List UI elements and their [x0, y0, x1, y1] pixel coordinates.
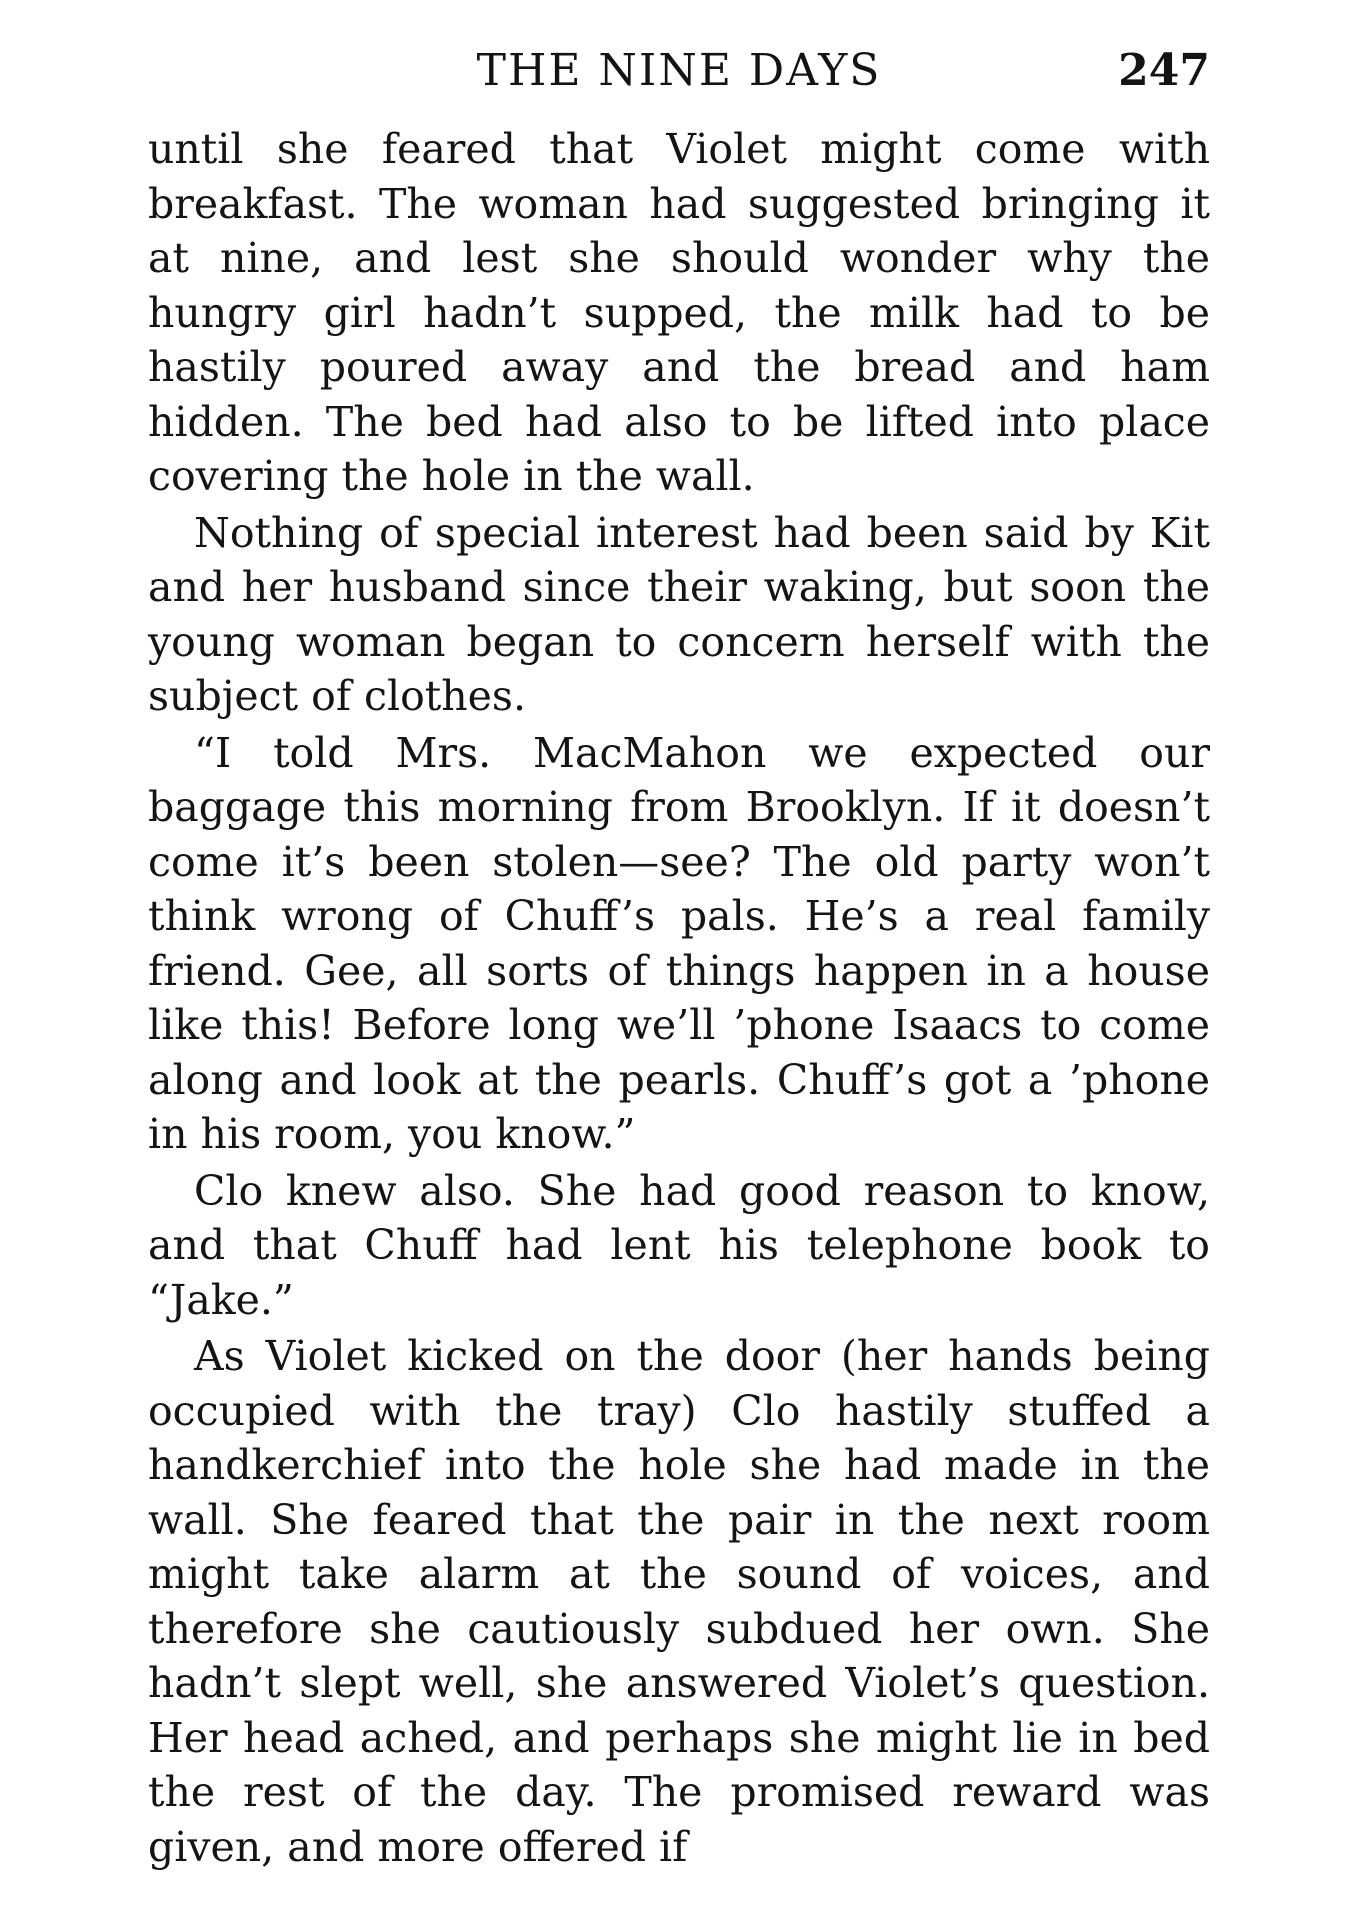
body-text — [148, 122, 1210, 1874]
paragraph: Clo knew also. She had good reason to know, and that Chuff had lent his telephone book to “Jake.” — [148, 1166, 1210, 1324]
running-title: THE NINE DAYS — [476, 45, 882, 96]
page-number: 247 — [1118, 45, 1210, 96]
paragraph: As Violet kicked on the door (her hands being occupied with the tray) Clo hastily stuffed a handkerchief into the hole she had made in the wall. She feared that the pair in the next room might take alarm at the sound of voices, and therefore she cautiously subdued her own. She hadn’t slept well, she answered Violet’s question. Her head ached, and perhaps she might lie in bed the rest of the day. The promised reward was given, and more offered if — [148, 1332, 1210, 1871]
paragraph: Nothing of special interest had been said by Kit and her husband since their waking, but soon the young woman began to concern herself with the subject of clothes. — [148, 508, 1210, 720]
paragraph: “I told Mrs. MacMahon we expected our baggage this morning from Brooklyn. If it doesn’t come it’s been stolen—see? The old party won’t think wrong of Chuff’s pals. He’s a real family friend. Gee, all sorts of things happen in a house like this! Before long we’ll ’phone Isaacs to come along and look at the pearls. Chuff’s got a ’phone in his room, you know.” — [148, 728, 1210, 1158]
page-header — [148, 40, 1210, 102]
paragraph-continued: until she feared that Violet might come with breakfast. The woman had suggested bringing it at nine, and lest she should wonder why the hungry girl hadn’t supped, the milk had to be hastily poured away and the bread and ham hidden. The bed had also to be lifted into place covering the hole in the wall. — [148, 125, 1210, 500]
